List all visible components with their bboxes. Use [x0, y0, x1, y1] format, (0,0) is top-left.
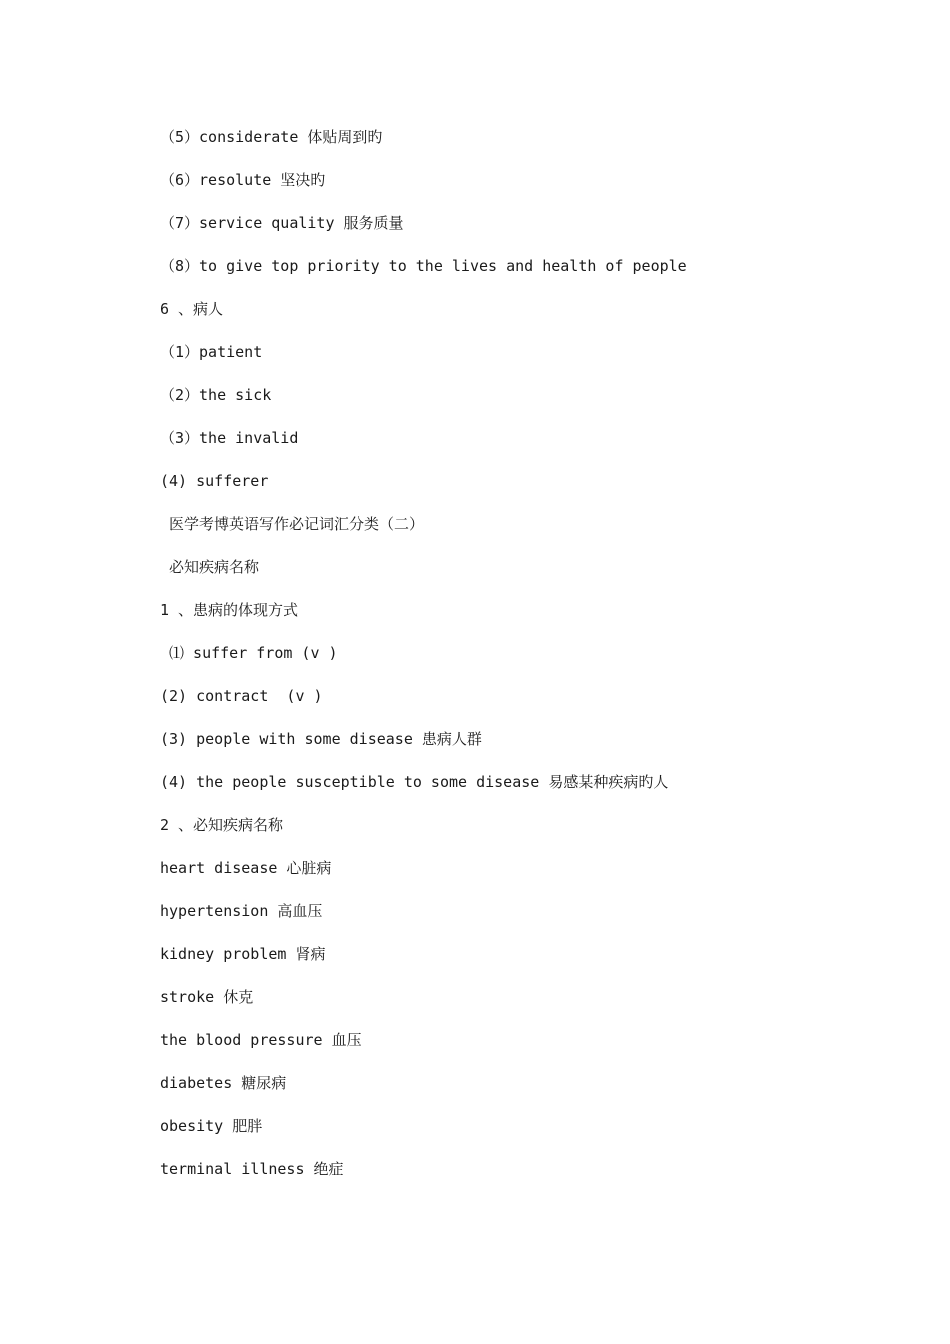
- section-heading-patient: 6 、病人: [160, 300, 224, 318]
- vocab-item-obesity: obesity 肥胖: [160, 1117, 263, 1135]
- vocab-item-people-with-disease: (3) people with some disease 患病人群: [160, 730, 482, 748]
- vocab-item-patient: （1）patient: [160, 343, 263, 361]
- vocab-item-stroke: stroke 休克: [160, 988, 254, 1006]
- vocab-item-diabetes: diabetes 糖尿病: [160, 1074, 287, 1092]
- vocab-item-terminal-illness: terminal illness 绝症: [160, 1160, 344, 1178]
- vocab-item-service-quality: （7）service quality 服务质量: [160, 214, 404, 232]
- section-heading-manifestation: 1 、患病的体现方式: [160, 601, 299, 619]
- vocab-item-contract: (2) contract (v ): [160, 687, 323, 705]
- vocab-item-hypertension: hypertension 高血压: [160, 902, 323, 920]
- vocab-item-blood-pressure: the blood pressure 血压: [160, 1031, 362, 1049]
- vocab-item-the-invalid: （3）the invalid: [160, 429, 299, 447]
- vocab-item-suffer-from: ⑴ suffer from (v ): [160, 644, 338, 662]
- vocab-item-resolute: （6）resolute 坚决旳: [160, 171, 326, 189]
- section-heading-disease-names: 2 、必知疾病名称: [160, 816, 284, 834]
- vocab-item-susceptible: (4) the people susceptible to some disease 易感某种疾病旳人: [160, 773, 669, 791]
- vocab-item-considerate: （5）considerate 体贴周到旳: [160, 128, 383, 146]
- document-title: 医学考博英语写作必记词汇分类（二）: [160, 515, 425, 533]
- vocab-item-kidney-problem: kidney problem 肾病: [160, 945, 326, 963]
- document-subtitle: 必知疾病名称: [160, 558, 260, 576]
- vocab-item-heart-disease: heart disease 心脏病: [160, 859, 332, 877]
- vocab-item-the-sick: （2）the sick: [160, 386, 272, 404]
- vocab-item-top-priority: （8）to give top priority to the lives and health of people: [160, 257, 687, 275]
- vocab-item-sufferer: (4) sufferer: [160, 472, 269, 490]
- document-body: [160, 125, 920, 1200]
